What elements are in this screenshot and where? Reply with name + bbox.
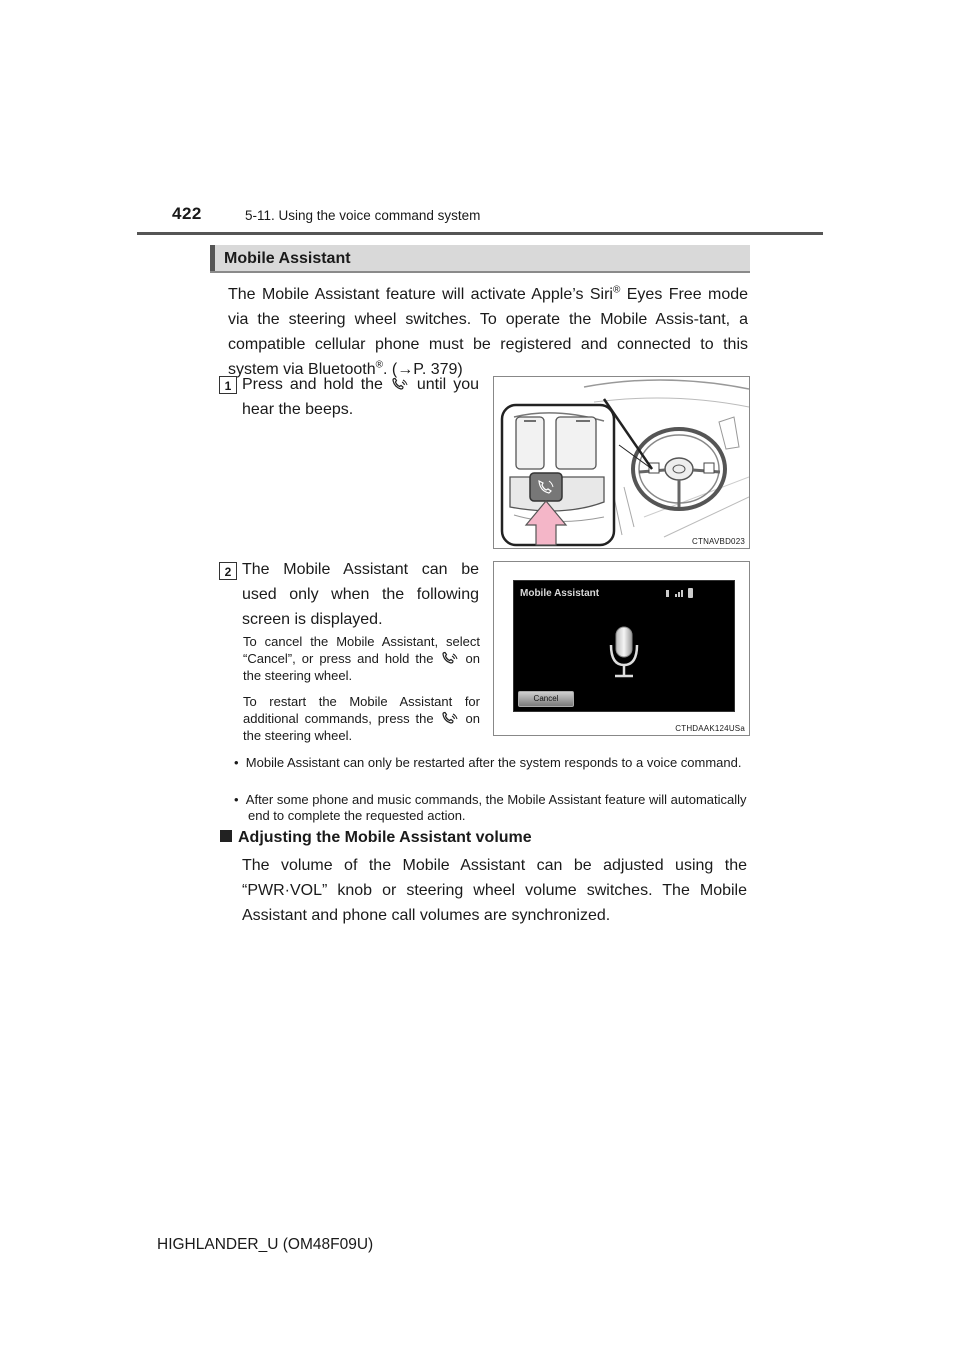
- volume-paragraph: The volume of the Mobile Assistant can be adjusted using the “PWR·VOL” knob or steering wheel volume switches. The Mobile Assistant and phone call volumes are synchronized.: [242, 857, 747, 924]
- restart-note-before: To restart the Mobile Assistant for additional commands, press the: [243, 694, 480, 726]
- cancel-note: [243, 633, 480, 684]
- steering-wheel-illustration: [494, 377, 750, 549]
- mobile-assistant-screen-figure: [493, 561, 750, 736]
- display-screen: [513, 580, 735, 712]
- header-rule: [137, 232, 823, 235]
- intro-paragraph: [228, 282, 748, 382]
- bullet-text: After some phone and music commands, the Mobile Assistant feature will automatically end to complete the requested action.: [245, 792, 747, 823]
- restart-note-after: on the steering wheel.: [243, 711, 481, 743]
- restart-note: [243, 693, 480, 744]
- bullet-item: • After some phone and music commands, the Mobile Assistant feature will automatically end to complete the requested action.: [234, 792, 747, 823]
- step-number-2: 2: [219, 562, 237, 580]
- cancel-note-before: To cancel the Mobile Assistant, select “Cancel”, or press and hold the: [243, 634, 480, 666]
- intro-text-2: Eyes Free mode via the steering wheel switches. To operate the Mobile Assis-tant, a compatible cellular phone must be registered and connected to this system via Bluetooth: [228, 286, 749, 378]
- page-number: 422: [172, 204, 202, 223]
- section-heading: Mobile Assistant: [224, 250, 351, 267]
- bullet-item: • Mobile Assistant can only be restarted after the system responds to a voice command.: [234, 755, 742, 770]
- intro-text-3: . (→P. 379): [383, 361, 463, 378]
- registered-mark: ®: [375, 359, 383, 371]
- steering-wheel-figure: [493, 376, 750, 549]
- section-bar-edge: [210, 245, 215, 271]
- step-2-text: The Mobile Assistant can be used only when the following screen is displayed.: [242, 561, 479, 628]
- square-bullet-icon: [220, 830, 232, 842]
- screen-title: Mobile Assistant: [520, 588, 600, 599]
- registered-mark: ®: [613, 284, 621, 296]
- step-1-text-before: Press and hold the: [242, 376, 390, 393]
- microphone-icon: [607, 625, 641, 681]
- footer-model-code: HIGHLANDER_U (OM48F09U): [157, 1236, 374, 1253]
- talk-switch-icon: [440, 711, 460, 725]
- section-heading-bar: [210, 245, 750, 273]
- intro-text-1: The Mobile Assistant feature will activate Apple’s Siri: [228, 286, 613, 303]
- status-icons: [664, 587, 704, 599]
- step-1-text-after: until you hear the beeps.: [242, 376, 479, 418]
- bullet-text: Mobile Assistant can only be restarted after the system responds to a voice command.: [245, 755, 742, 770]
- cancel-note-after: on the steering wheel.: [243, 651, 480, 683]
- cancel-button[interactable]: Cancel: [518, 691, 574, 707]
- step-number-1: 1: [219, 376, 237, 394]
- volume-heading-text: Adjusting the Mobile Assistant volume: [238, 829, 532, 846]
- talk-switch-icon: [440, 651, 460, 665]
- talk-switch-icon: [390, 377, 410, 391]
- section-title: 5-11. Using the voice command system: [245, 208, 481, 223]
- figure-code: CTNAVBD023: [692, 537, 745, 546]
- figure-code: CTHDAAK124USa: [675, 724, 745, 733]
- step-1-text: [242, 372, 479, 422]
- volume-heading: [220, 829, 532, 847]
